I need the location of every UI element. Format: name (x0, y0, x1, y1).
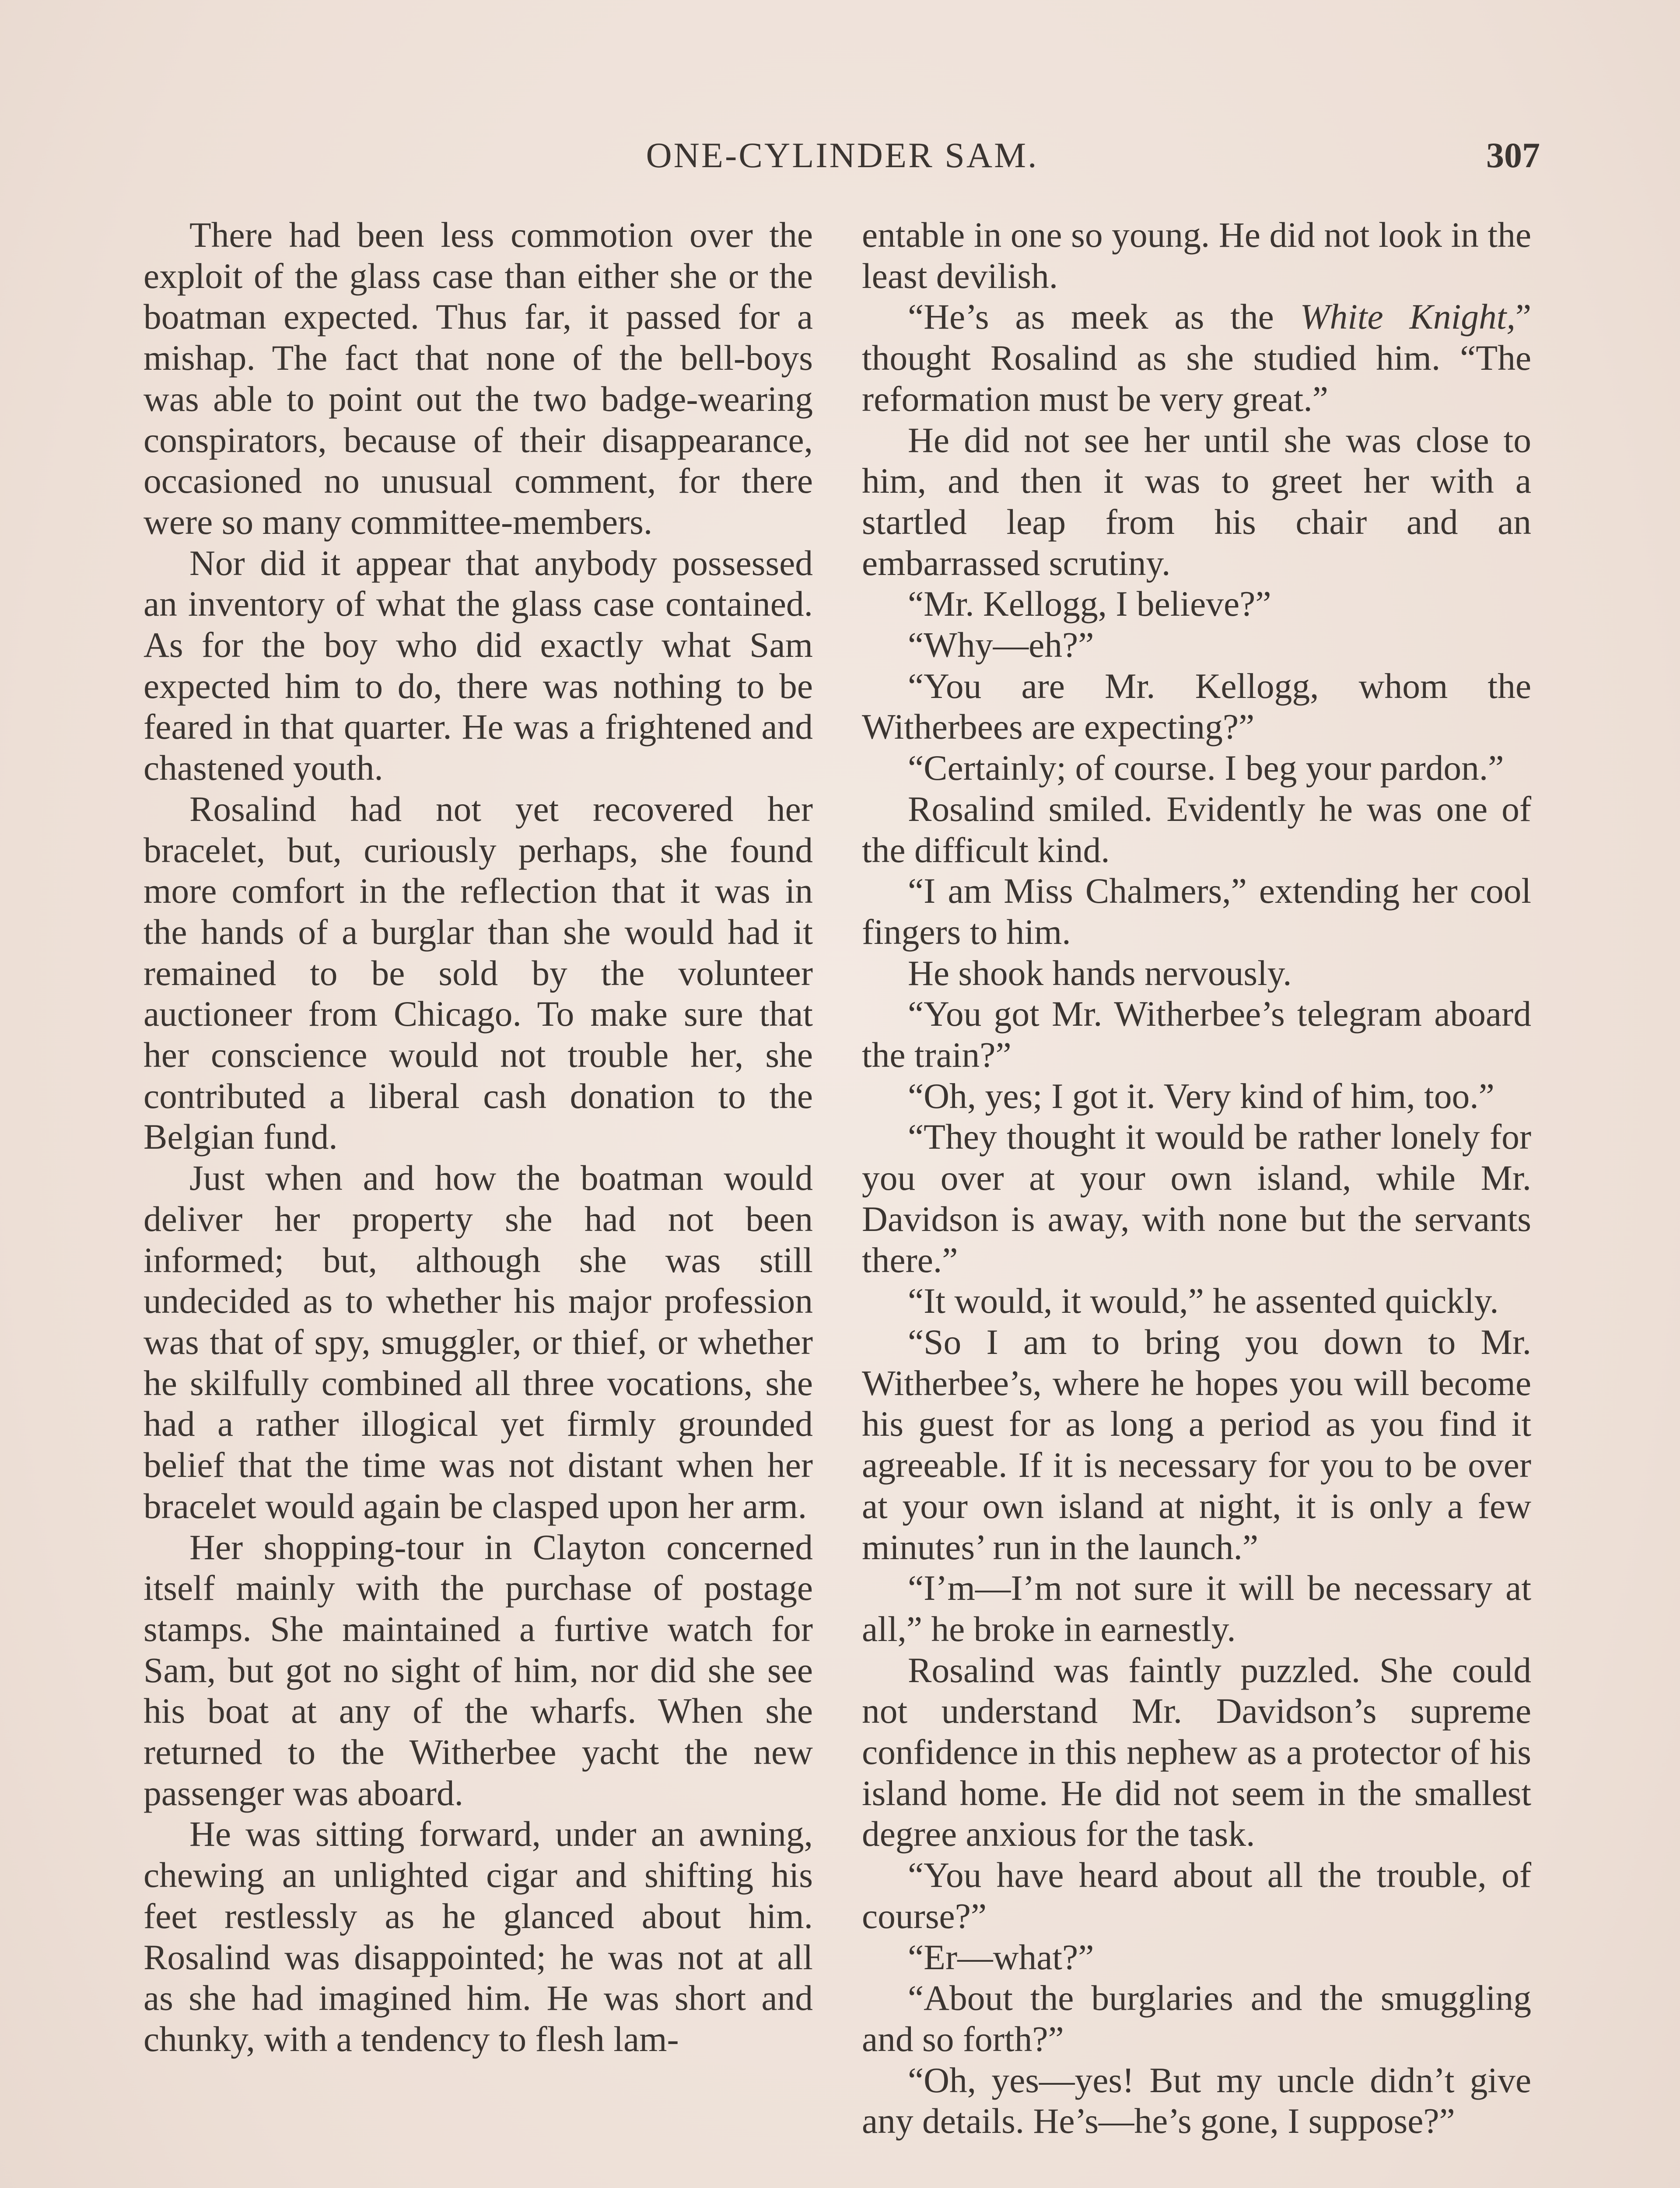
text-run: ” thought Rosalind as she studied him. “The reformation must be very great.” (862, 297, 1532, 419)
right-column (862, 214, 1531, 2142)
paragraph: “I am Miss Chalmers,” extending her cool fingers to him. (862, 871, 1531, 952)
paragraph: “Oh, yes; I got it. Very kind of him, too.” (908, 1076, 1494, 1116)
paragraph: “It would, it would,” he assented quickly. (908, 1281, 1499, 1321)
paragraph: “You are Mr. Kellogg, whom the Witherbees are expecting?” (862, 666, 1531, 747)
paragraph: “Certainly; of course. I beg your pardon.” (908, 748, 1504, 788)
text-run: “He’s as meek as the (908, 297, 1300, 337)
paragraph: He shook hands nervously. (908, 953, 1292, 993)
paragraph: Rosalind was faintly puzzled. She could not understand Mr. Davidson’s supreme confidence in this nephew as a protector of his island home. He did not seem in the smallest degree anxious for the task. (862, 1650, 1531, 1854)
paragraph: He was sitting forward, under an awning, chewing an unlighted cigar and shifting his feet restlessly as he glanced about him. Rosalind was disappointed; he was not at all as she had imagined him. He was short and chunky, with a tendency to flesh lam- (144, 1814, 813, 2059)
paragraph: “They thought it would be rather lonely for you over at your own island, while Mr. Davidson is away, with none but the servants there.” (862, 1117, 1531, 1280)
italic-title: White Knight, (1300, 297, 1516, 337)
paragraph: “About the burglaries and the smuggling and so forth?” (862, 1978, 1531, 2059)
paragraph: “You got Mr. Witherbee’s telegram aboard the train?” (862, 994, 1531, 1075)
paragraph: “Mr. Kellogg, I believe?” (908, 584, 1271, 624)
paragraph: He did not see her until she was close to him, and then it was to greet her with a startled leap from his chair and an embarrassed scrutiny. (862, 420, 1531, 583)
paragraph: “You have heard about all the trouble, of course?” (862, 1855, 1531, 1936)
paragraph: “I’m—I’m not sure it will be necessary at all,” he broke in earnestly. (862, 1568, 1531, 1649)
paragraph: Just when and how the boatman would deliver her property she had not been informed; but, although she was still undecided as to whether his major profession was that of spy, smuggler, or thief, or whether he skilfully combined all three vocations, she had a rather illogical yet firmly grounded belief that the time was not distant when her bracelet would again be clasped upon her arm. (144, 1158, 813, 1526)
paragraph: “Why—eh?” (908, 625, 1094, 665)
paragraph: Rosalind had not yet recovered her bracelet, but, curiously perhaps, she found more comfort in the reflection that it was in the hands of a burglar than she would had it remained to be sold by the volunteer auctioneer from Chicago. To make sure that her conscience would not trouble her, she contributed a liberal cash donation to the Belgian fund. (144, 789, 813, 1157)
paragraph: Nor did it appear that anybody possessed an inventory of what the glass case contained. As for the boy who did exactly what Sam expected him to do, there was nothing to be feared in that quarter. He was a frightened and chastened youth. (144, 543, 813, 788)
left-column (144, 214, 813, 2060)
running-title: ONE-CYLINDER SAM. (646, 135, 1039, 175)
running-head (144, 131, 1540, 179)
paragraph-continued: entable in one so young. He did not look in the least devilish. (862, 215, 1531, 296)
paragraph (862, 296, 1531, 419)
page-number: 307 (1486, 135, 1540, 175)
paragraph: Her shopping-tour in Clayton concerned itself mainly with the purchase of postage stamps. She maintained a furtive watch for Sam, but got no sight of him, nor did she see his boat at any of the wharfs. When she returned to the Witherbee yacht the new passenger was aboard. (144, 1527, 813, 1813)
paragraph: Rosalind smiled. Evidently he was one of the difficult kind. (862, 789, 1531, 870)
paragraph: “So I am to bring you down to Mr. Witherbee’s, where he hopes you will become his guest for as long a period as you find it agreeable. If it is necessary for you to be over at your own island at night, it is only a few minutes’ run in the launch.” (862, 1322, 1531, 1567)
paragraph: “Oh, yes—yes! But my uncle didn’t give any details. He’s—he’s gone, I suppose?” (862, 2060, 1531, 2141)
paragraph: There had been less commotion over the exploit of the glass case than either she or the boatman expected. Thus far, it passed for a mishap. The fact that none of the bell-boys was able to point out the two badge-wearing conspirators, because of their disappearance, occasioned no unusual comment, for there were so many committee-members. (144, 215, 813, 542)
paragraph: “Er—what?” (908, 1937, 1094, 1977)
